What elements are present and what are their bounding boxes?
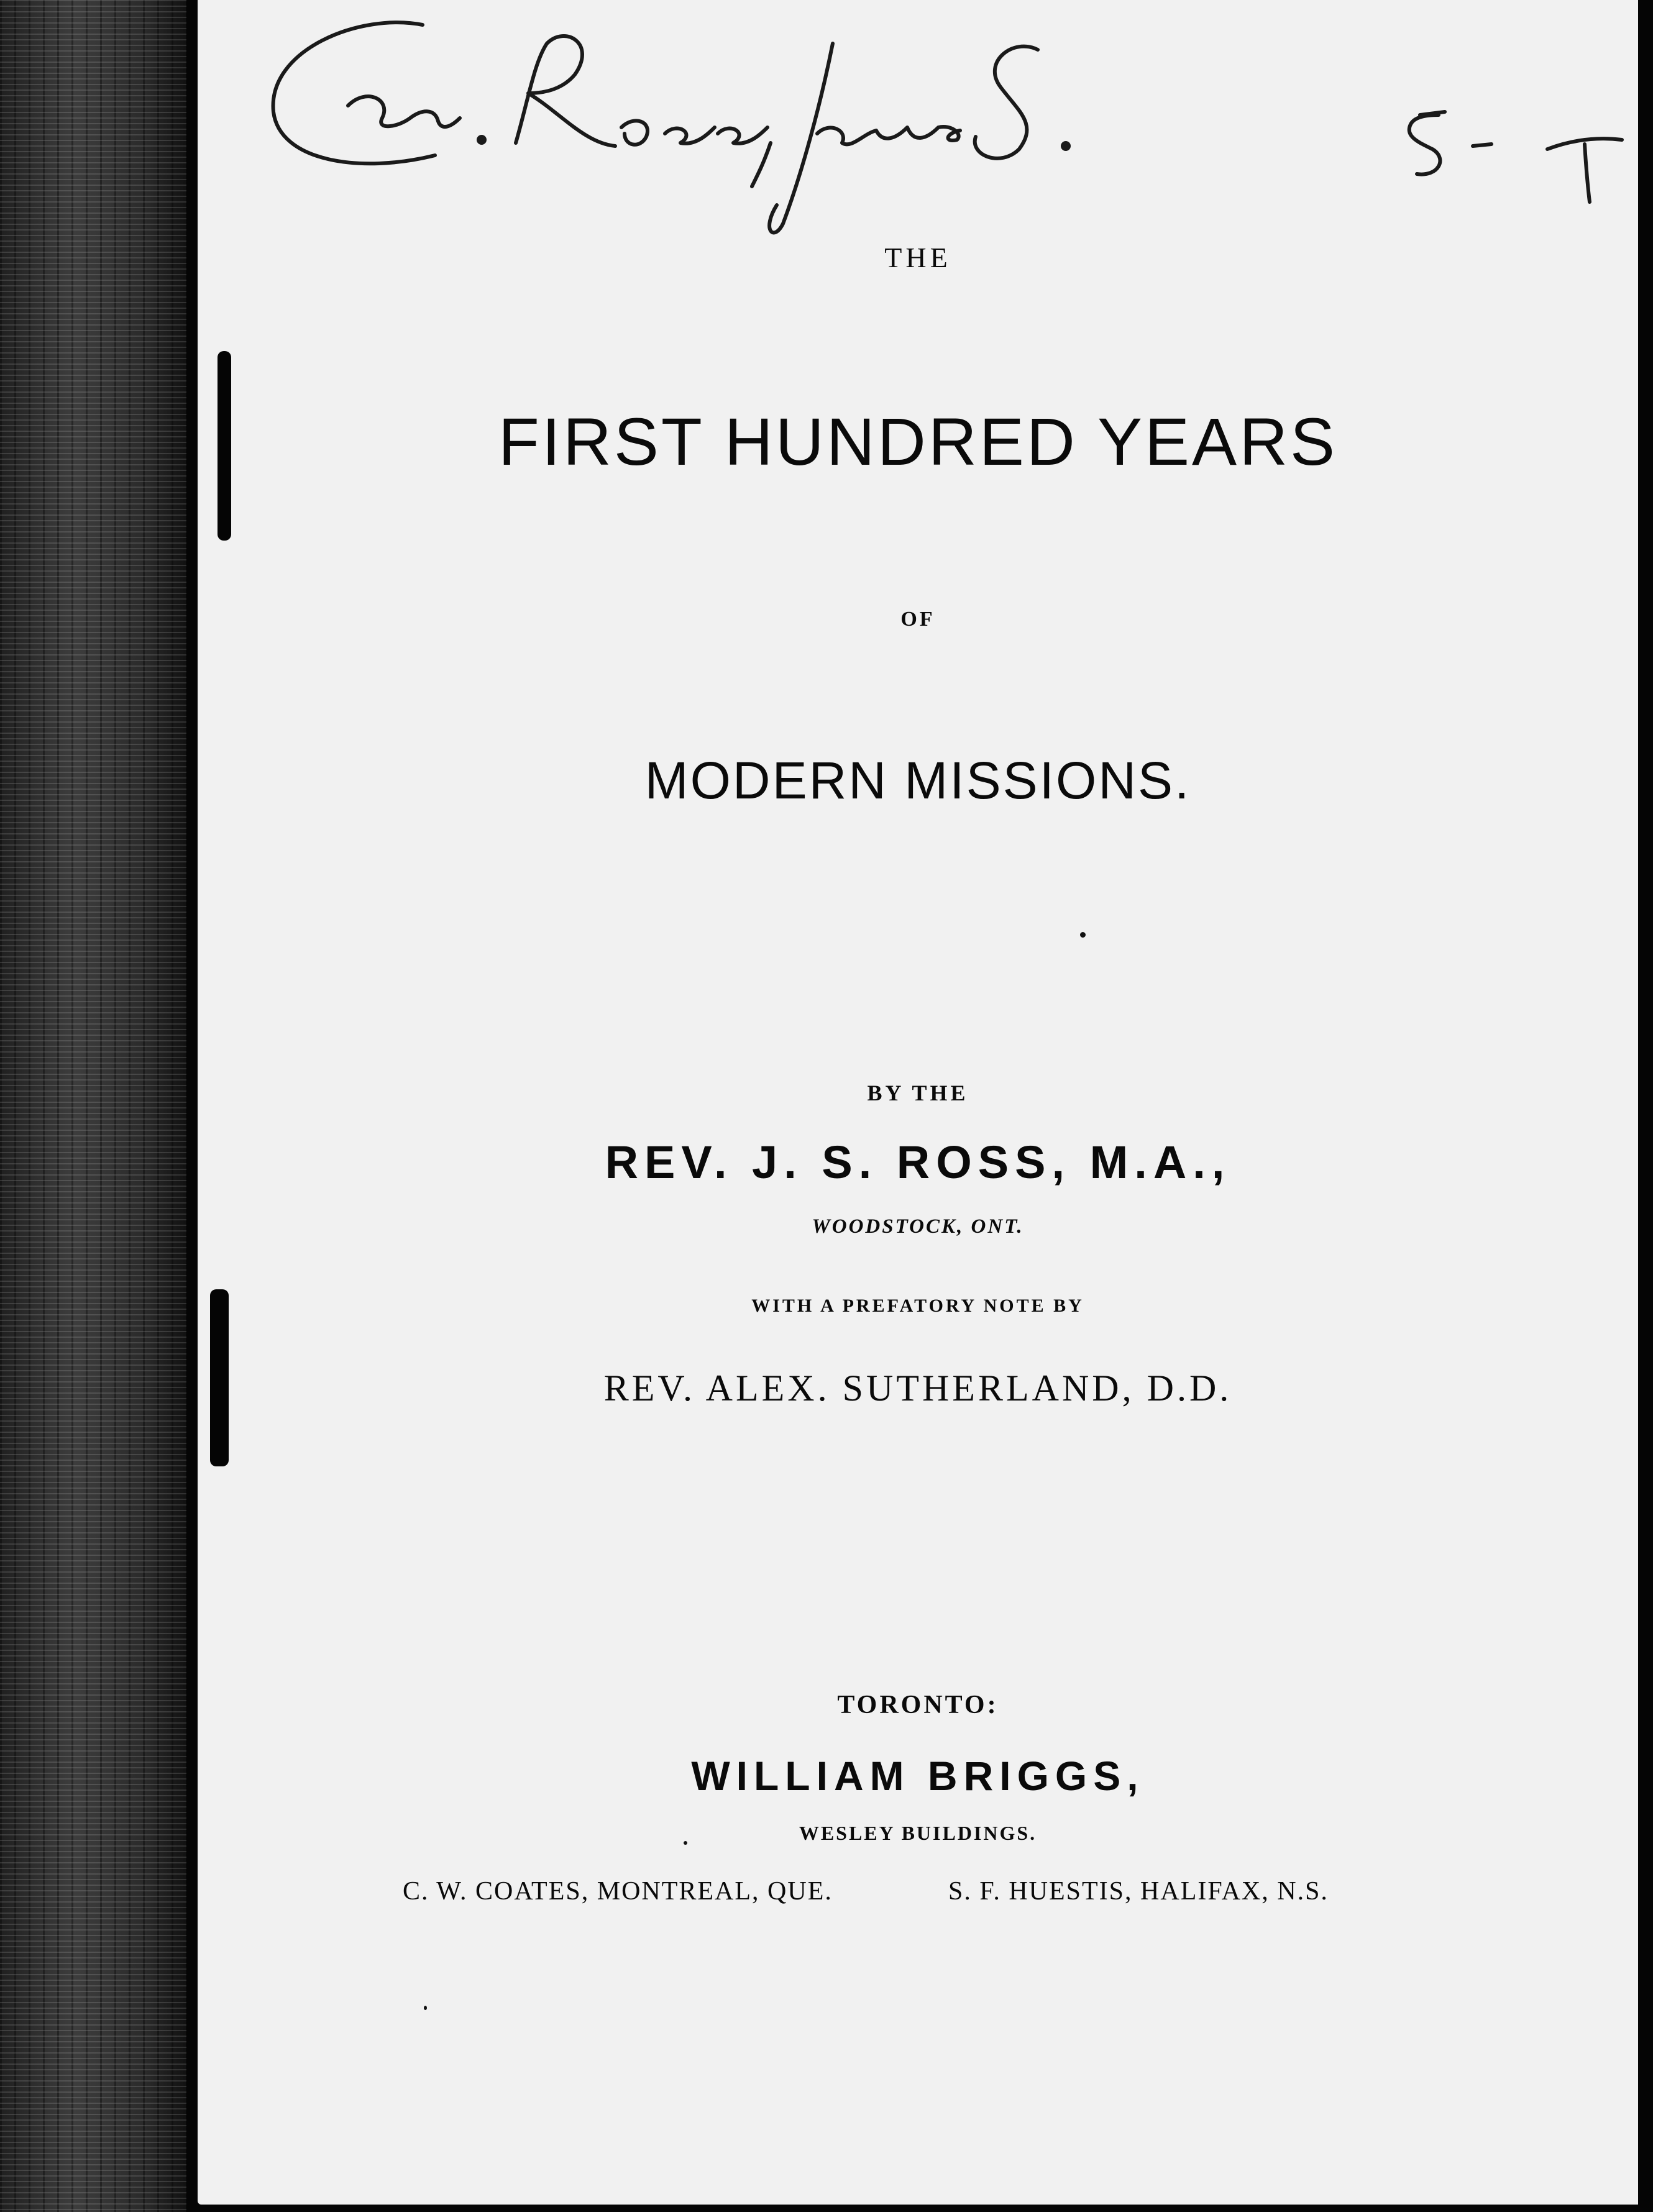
prefatory-intro: WITH A PREFATORY NOTE BY: [751, 1296, 1084, 1316]
title-line-2: MODERN MISSIONS.: [644, 751, 1191, 810]
imprint-city: TORONTO:: [837, 1691, 999, 1719]
paper-speck: [424, 2006, 427, 2010]
author-name: REV. J. S. ROSS, M.A.,: [605, 1136, 1231, 1188]
title-preposition: OF: [900, 608, 935, 631]
imprint-address: WESLEY BUILDINGS.: [799, 1822, 1037, 1844]
imprint-agent-montreal: C. W. COATES, MONTREAL, QUE.: [403, 1877, 833, 1906]
imprint-publisher: WILLIAM BRIGGS,: [691, 1753, 1145, 1799]
title-line-1: FIRST HUNDRED YEARS: [498, 404, 1338, 479]
book-binding: [0, 0, 186, 2212]
author-place: WOODSTOCK, ONT.: [812, 1215, 1024, 1238]
title-article: THE: [884, 242, 951, 273]
prefatory-author: REV. ALEX. SUTHERLAND, D.D.: [603, 1368, 1232, 1409]
byline-intro: BY THE: [867, 1081, 969, 1105]
paper-speck: [1080, 932, 1086, 938]
handwritten-catalog-note: [236, 0, 1634, 249]
imprint-agent-halifax: S. F. HUESTIS, HALIFAX, N.S.: [948, 1877, 1329, 1906]
